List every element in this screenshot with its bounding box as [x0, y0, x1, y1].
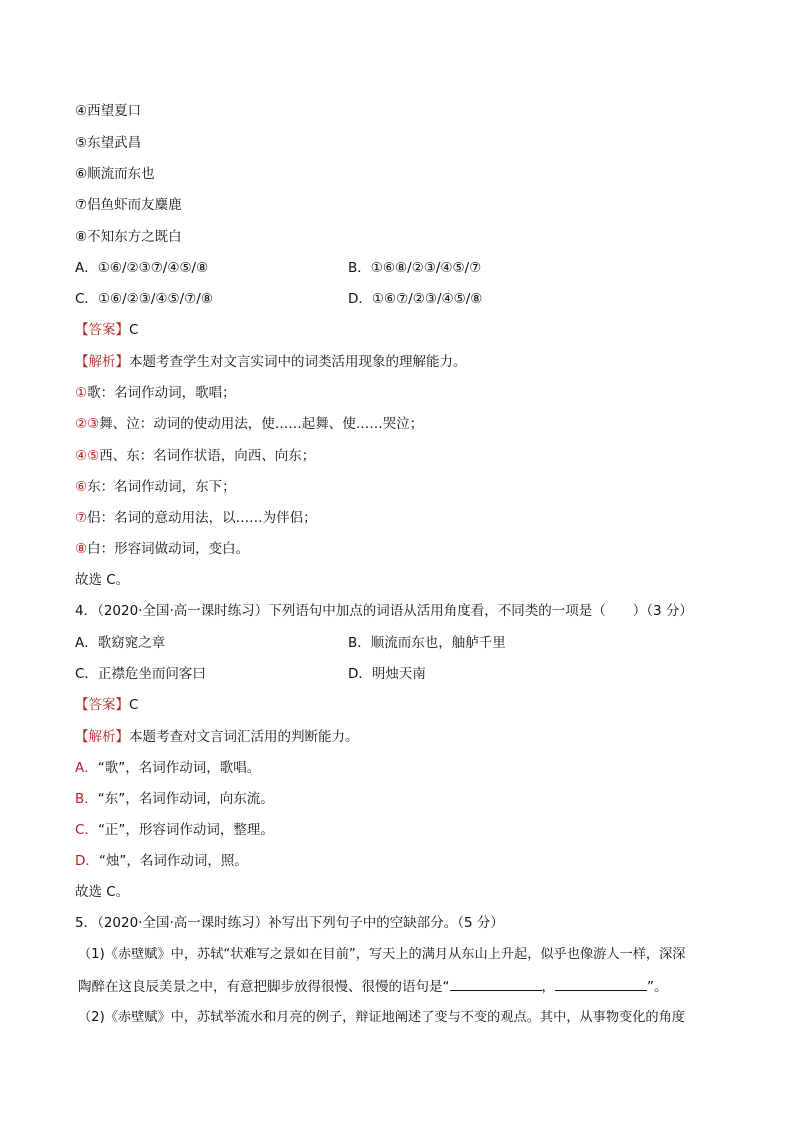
paragraph-text: ”。	[647, 979, 668, 995]
detail-number: C．	[75, 822, 98, 838]
answer-label: 【答案】	[75, 322, 129, 338]
answer-value: C	[129, 322, 139, 338]
list-item: ⑥顺流而东也	[75, 166, 155, 182]
answer-label: 【答案】	[75, 697, 129, 713]
detail-text: 歌：名词作动词，歌唱；	[87, 385, 236, 401]
analysis-line	[75, 727, 359, 747]
detail-text: “正”，形容词作动词，整理。	[97, 822, 274, 838]
analysis-detail	[75, 477, 236, 497]
detail-text: 西、东：名词作状语，向西、向东；	[99, 448, 316, 464]
analysis-label: 【解析】	[75, 354, 129, 370]
question-stem: 5．（2020·全国·高一课时练习）补写出下列句子中的空缺部分。（5 分）	[75, 915, 504, 931]
option-a: A．①⑥/②③⑦/④⑤/⑧	[75, 260, 209, 276]
answer-value: C	[129, 697, 139, 713]
analysis-detail	[75, 539, 249, 559]
detail-text: “歌”，名词作动词，歌唱。	[97, 760, 261, 776]
detail-number: ⑦	[75, 510, 88, 526]
paragraph-line	[78, 976, 668, 997]
list-item: ④西望夏口	[75, 103, 142, 119]
detail-text: 侣：名词的意动用法，以……为伴侣；	[87, 510, 317, 526]
detail-text: 东：名词作动词，东下；	[87, 479, 236, 495]
analysis-detail	[75, 508, 317, 528]
detail-text: 白：形容词做动词，变白。	[87, 541, 250, 557]
paragraph-line: （2)《赤壁赋》中，苏轼举流水和月亮的例子，辩证地阐述了变与不变的观点。其中，从事物变化的角度	[78, 1010, 685, 1025]
analysis-line	[75, 352, 467, 372]
analysis-detail	[75, 758, 260, 778]
detail-number: ①	[75, 385, 88, 401]
answer-line	[75, 320, 138, 340]
detail-number: B．	[75, 791, 98, 807]
option-d: D．明烛天南	[348, 666, 426, 682]
analysis-label: 【解析】	[75, 729, 129, 745]
detail-number: A．	[75, 760, 98, 776]
list-item: ⑦侣鱼虾而友麋鹿	[75, 197, 182, 213]
analysis-detail	[75, 789, 274, 809]
conclusion: 故选 C。	[75, 572, 130, 588]
detail-number: ②③	[75, 416, 100, 432]
paragraph-line: （1)《赤壁赋》中，苏轼“状难写之景如在目前”，写天上的满月从东山上升起，似乎也像游人一样，深深	[78, 947, 686, 962]
answer-line	[75, 695, 138, 715]
analysis-text: 本题考查学生对文言实词中的词类活用现象的理解能力。	[129, 354, 467, 370]
option-a: A．歌窈窕之章	[75, 635, 166, 651]
option-d: D．①⑥⑦/②③/④⑤/⑧	[348, 291, 483, 307]
detail-number: ⑥	[75, 479, 88, 495]
analysis-detail	[75, 820, 274, 840]
detail-text: “烛”，名词作动词，照。	[98, 853, 248, 869]
fill-blank[interactable]	[555, 976, 647, 991]
conclusion: 故选 C。	[75, 884, 130, 900]
option-c: C．①⑥/②③/④⑤/⑦/⑧	[75, 291, 213, 307]
list-item: ⑧不知东方之既白	[75, 229, 182, 245]
analysis-detail	[75, 414, 423, 434]
analysis-detail	[75, 851, 248, 871]
detail-text: “东”，名词作动词，向东流。	[97, 791, 274, 807]
list-item: ⑤东望武昌	[75, 135, 142, 151]
comma-text: ，	[541, 979, 555, 995]
detail-number: D．	[75, 853, 99, 869]
fill-blank[interactable]	[450, 976, 542, 991]
analysis-detail	[75, 446, 315, 466]
detail-number: ④⑤	[75, 448, 100, 464]
option-c: C．正襟危坐而问客曰	[75, 666, 206, 682]
detail-number: ⑧	[75, 541, 88, 557]
option-b: B．①⑥⑧/②③/④⑤/⑦	[348, 260, 482, 276]
paragraph-text: 陶醉在这良辰美景之中，有意把脚步放得很慢、很慢的语句是“	[78, 979, 450, 995]
detail-text: 舞、泣：动词的使动用法，使……起舞、使……哭泣；	[99, 416, 424, 432]
question-stem: 4．（2020·全国·高一课时练习）下列语句中加点的词语从活用角度看，不同类的一项是（ ）（3 分）	[75, 603, 693, 619]
option-b: B．顺流而东也，舳舻千里	[348, 635, 506, 651]
analysis-text: 本题考查对文言词汇活用的判断能力。	[129, 729, 359, 745]
analysis-detail	[75, 383, 236, 403]
